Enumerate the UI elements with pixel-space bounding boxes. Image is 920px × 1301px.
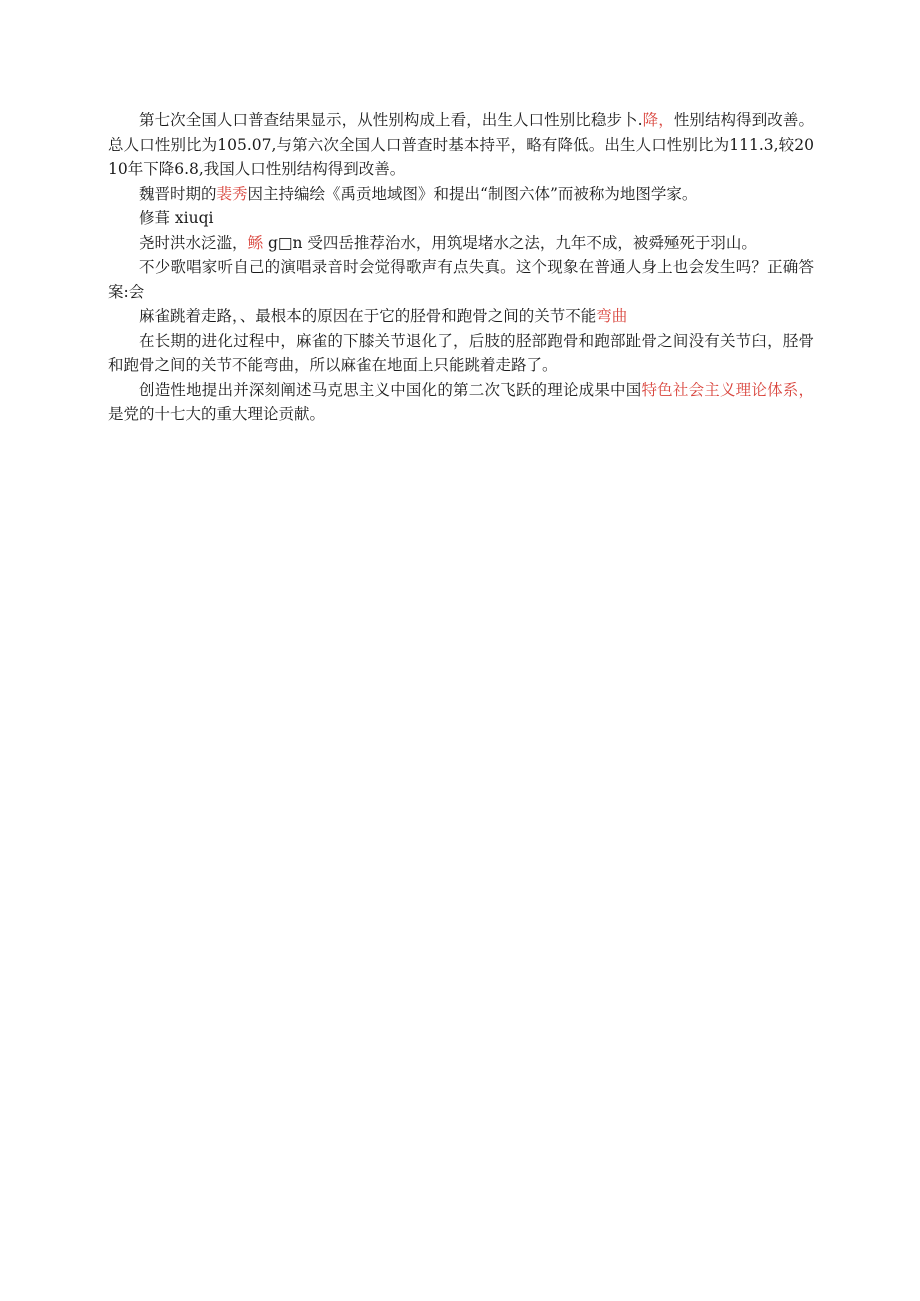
text-segment: 尧时洪水泛滥， xyxy=(139,233,248,252)
paragraph-pei-xiu xyxy=(108,182,814,207)
text-segment: 性别结构得到改善。总人口性别比为105.07,与第六次全国人口普查时基本持平，略有降低。出生人口性别比为111.3,较2010年下降6.8,我国人口性别结构得到改善。 xyxy=(108,111,814,178)
paragraph-sparrow-evolution xyxy=(108,329,814,378)
paragraph-sparrow-hopping xyxy=(108,304,814,329)
highlighted-answer: 降， xyxy=(642,111,674,129)
text-segment: g□n 受四岳推荐治水，用筑堤堵水之法，九年不成，被舜殛死于羽山。 xyxy=(263,233,757,252)
text-segment: 修葺 xiuqi xyxy=(139,209,214,227)
highlighted-answer: 特色社会主义理论体系， xyxy=(641,380,814,399)
paragraph-socialism-theory xyxy=(108,378,814,427)
text-segment: 因主持编绘《禹贡地域图》和提出“制图六体”而被称为地图学家。 xyxy=(247,184,698,203)
text-segment: 不少歌唱家听自己的演唱录音时会觉得歌声有点失真。这个现象在普通人身上也会发生吗？正确答案:会 xyxy=(108,258,814,301)
paragraph-xiuqi xyxy=(108,206,814,231)
paragraph-singer-recording xyxy=(108,255,814,304)
highlighted-answer: 鲧 xyxy=(247,233,264,252)
text-segment: 是党的十七大的重大理论贡献。 xyxy=(108,405,326,423)
text-segment: 在长期的进化过程中，麻雀的下膝关节退化了，后肢的胫部跑骨和跑部趾骨之间没有关节臼，胫骨和跑骨之间的关节不能弯曲，所以麻雀在地面上只能跳着走路了。 xyxy=(108,331,814,374)
text-segment: 创造性地提出并深刻阐述马克思主义中国化的第二次飞跃的理论成果中国 xyxy=(139,380,642,399)
highlighted-answer: 裴秀 xyxy=(216,184,248,203)
paragraph-gun xyxy=(108,231,814,256)
document-body xyxy=(108,108,814,427)
text-segment: 魏晋时期的 xyxy=(139,184,217,203)
paragraph-population-census xyxy=(108,108,814,182)
highlighted-answer: 弯曲 xyxy=(596,307,628,325)
text-segment: 麻雀跳着走路，、最根本的原因在于它的胫骨和跑骨之间的关节不能 xyxy=(139,307,597,325)
text-segment: 第七次全国人口普查结果显示，从性别构成上看，出生人口性别比稳步卜. xyxy=(139,111,643,129)
